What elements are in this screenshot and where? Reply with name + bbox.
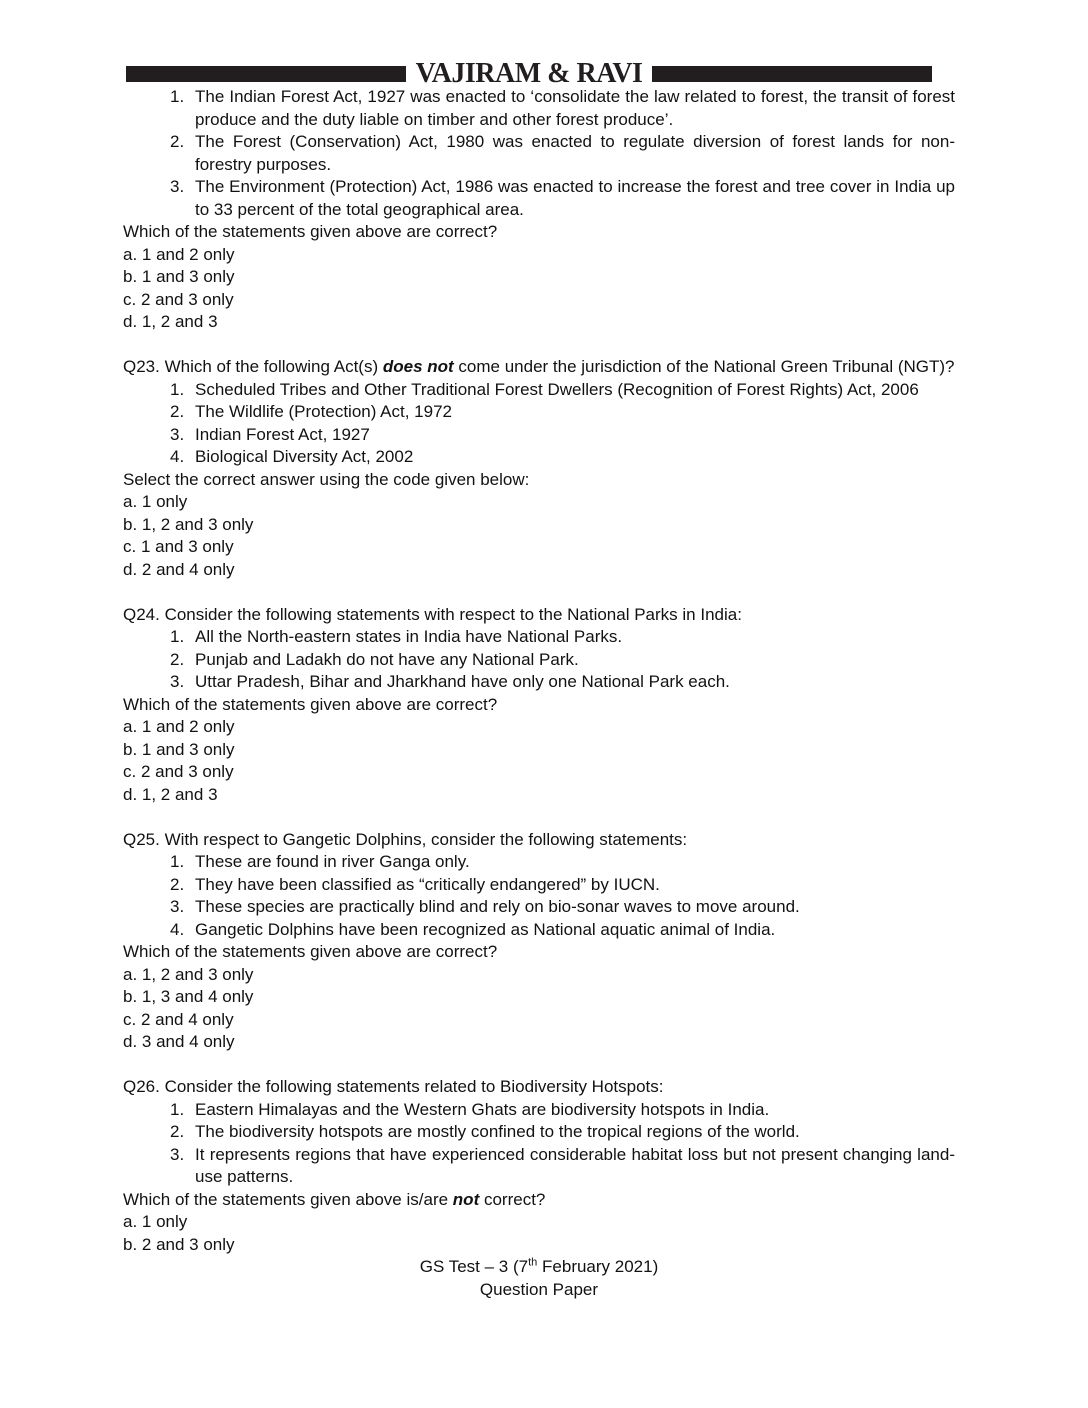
- question-q25: [123, 829, 955, 1054]
- answer-option: c. 2 and 3 only: [123, 762, 234, 781]
- item-text: Biological Diversity Act, 2002: [195, 447, 414, 466]
- answer-option: d. 2 and 4 only: [123, 559, 235, 579]
- question-q23: [123, 356, 955, 581]
- item-number: 2.: [170, 874, 185, 894]
- item-number: 1.: [170, 379, 185, 399]
- item-text: The Wildlife (Protection) Act, 1972: [195, 402, 453, 421]
- item-text: The Forest (Conservation) Act, 1980 was enacted to regulate diversion of forest lands for non-forestry purposes.: [195, 132, 955, 174]
- statement-item: [123, 919, 955, 942]
- question-lead: Which of the statements given above are correct?: [123, 694, 498, 714]
- item-number: 2.: [170, 1122, 185, 1141]
- item-text: All the North-eastern states in India have National Parks.: [195, 627, 623, 646]
- statement-item: [123, 896, 955, 919]
- item-number: 2.: [170, 132, 185, 151]
- item-number: 1.: [170, 87, 185, 106]
- footer-text: February 2021): [537, 1257, 659, 1276]
- question-lead: [123, 1189, 955, 1212]
- emphasis-text: does not: [382, 357, 454, 376]
- brand-title: VAJIRAM & RAVI: [415, 58, 643, 89]
- item-text: These species are practically blind and rely on bio-sonar waves to move around.: [195, 897, 800, 916]
- statement-item: [123, 131, 955, 176]
- header-bar-right: [652, 66, 932, 82]
- question-stem: Q25. With respect to Gangetic Dolphins, consider the following statements:: [123, 829, 688, 849]
- statement-item: [123, 86, 955, 131]
- question-lead: Which of the statements given above are correct?: [123, 942, 498, 961]
- statement-item: [123, 851, 955, 874]
- item-text: The biodiversity hotspots are mostly confined to the tropical regions of the world.: [195, 1122, 800, 1141]
- footer-text: GS Test – 3 (7: [419, 1257, 529, 1276]
- statement-item: [123, 176, 955, 221]
- stem-text: Q23. Which of the following Act(s): [123, 357, 383, 376]
- page-content: [123, 86, 955, 1301]
- statement-item: [123, 649, 955, 672]
- item-number: 3.: [170, 1144, 185, 1164]
- item-number: 1.: [170, 852, 185, 871]
- item-text: Scheduled Tribes and Other Traditional Forest Dwellers (Recognition of Forest Rights) Act, 2006: [195, 379, 919, 399]
- item-number: 4.: [170, 447, 185, 466]
- item-number: 3.: [170, 424, 185, 444]
- lead-text: correct?: [479, 1189, 546, 1209]
- statement-item: [123, 401, 955, 424]
- statement-item: [123, 379, 955, 402]
- item-number: 1.: [170, 627, 185, 646]
- question-lead: Which of the statements given above are correct?: [123, 222, 498, 241]
- answer-option: b. 1 and 3 only: [123, 739, 235, 759]
- item-text: Punjab and Ladakh do not have any National Park.: [195, 649, 579, 669]
- item-number: 1.: [170, 1099, 185, 1119]
- answer-option: d. 3 and 4 only: [123, 1032, 235, 1051]
- statement-item: [123, 1099, 955, 1122]
- item-text: Eastern Himalayas and the Western Ghats are biodiversity hotspots in India.: [195, 1099, 770, 1119]
- item-text: Indian Forest Act, 1927: [195, 424, 370, 444]
- question-lead: Select the correct answer using the code given below:: [123, 469, 530, 489]
- stem-text: come under the jurisdiction of the National Green Tribunal (NGT)?: [453, 357, 955, 376]
- answer-option: b. 1 and 3 only: [123, 267, 235, 286]
- footer-test-title: [123, 1256, 955, 1279]
- item-text: These are found in river Ganga only.: [195, 852, 470, 871]
- statement-item: [123, 874, 955, 897]
- item-number: 3.: [170, 897, 185, 916]
- answer-option: a. 1 and 2 only: [123, 717, 235, 736]
- question-stem: Q26. Consider the following statements related to Biodiversity Hotspots:: [123, 1077, 664, 1096]
- question-q24: [123, 604, 955, 807]
- item-number: 4.: [170, 919, 185, 939]
- item-text: Uttar Pradesh, Bihar and Jharkhand have only one National Park each.: [195, 672, 730, 691]
- answer-option: a. 1 only: [123, 492, 188, 511]
- header-bar-left: [126, 66, 406, 82]
- question-stem: Q24. Consider the following statements with respect to the National Parks in India:: [123, 604, 742, 624]
- item-number: 3.: [170, 177, 185, 196]
- question-q26: [123, 1076, 955, 1256]
- footer-doc-type: Question Paper: [479, 1279, 599, 1299]
- statement-item: [123, 1144, 955, 1189]
- question-q22: [123, 86, 955, 334]
- lead-text: Which of the statements given above is/are: [123, 1189, 453, 1209]
- statement-item: [123, 424, 955, 447]
- question-stem: [123, 356, 955, 379]
- item-text: The Indian Forest Act, 1927 was enacted to ‘consolidate the law related to forest, the transit of forest produce and the duty liable on timber and other forest produce’.: [195, 87, 955, 129]
- statement-item: [123, 671, 955, 694]
- answer-option: c. 2 and 3 only: [123, 289, 234, 309]
- footer-superscript: th: [528, 1256, 538, 1269]
- item-text: They have been classified as “critically endangered” by IUCN.: [195, 874, 660, 894]
- answer-option: a. 1 and 2 only: [123, 244, 235, 264]
- item-number: 2.: [170, 649, 185, 669]
- answer-option: a. 1, 2 and 3 only: [123, 964, 254, 984]
- statement-item: [123, 1121, 955, 1144]
- page-footer: [123, 1256, 955, 1301]
- item-text: The Environment (Protection) Act, 1986 was enacted to increase the forest and tree cover in India up to 33 percent of the total geographical area.: [195, 177, 955, 219]
- item-text: Gangetic Dolphins have been recognized as National aquatic animal of India.: [195, 919, 776, 939]
- brand-header: [126, 58, 932, 89]
- answer-option: d. 1, 2 and 3: [123, 784, 218, 804]
- answer-option: b. 2 and 3 only: [123, 1234, 235, 1254]
- answer-option: d. 1, 2 and 3: [123, 312, 218, 331]
- statement-item: [123, 626, 955, 649]
- answer-option: c. 1 and 3 only: [123, 537, 234, 556]
- answer-option: a. 1 only: [123, 1212, 188, 1231]
- item-number: 3.: [170, 672, 185, 691]
- statement-item: [123, 446, 955, 469]
- answer-option: b. 1, 2 and 3 only: [123, 514, 254, 534]
- emphasis-text: not: [452, 1189, 480, 1209]
- item-text: It represents regions that have experienced considerable habitat loss but not present changing land-use patterns.: [195, 1144, 955, 1186]
- answer-option: c. 2 and 4 only: [123, 1009, 234, 1029]
- item-number: 2.: [170, 402, 185, 421]
- answer-option: b. 1, 3 and 4 only: [123, 987, 254, 1006]
